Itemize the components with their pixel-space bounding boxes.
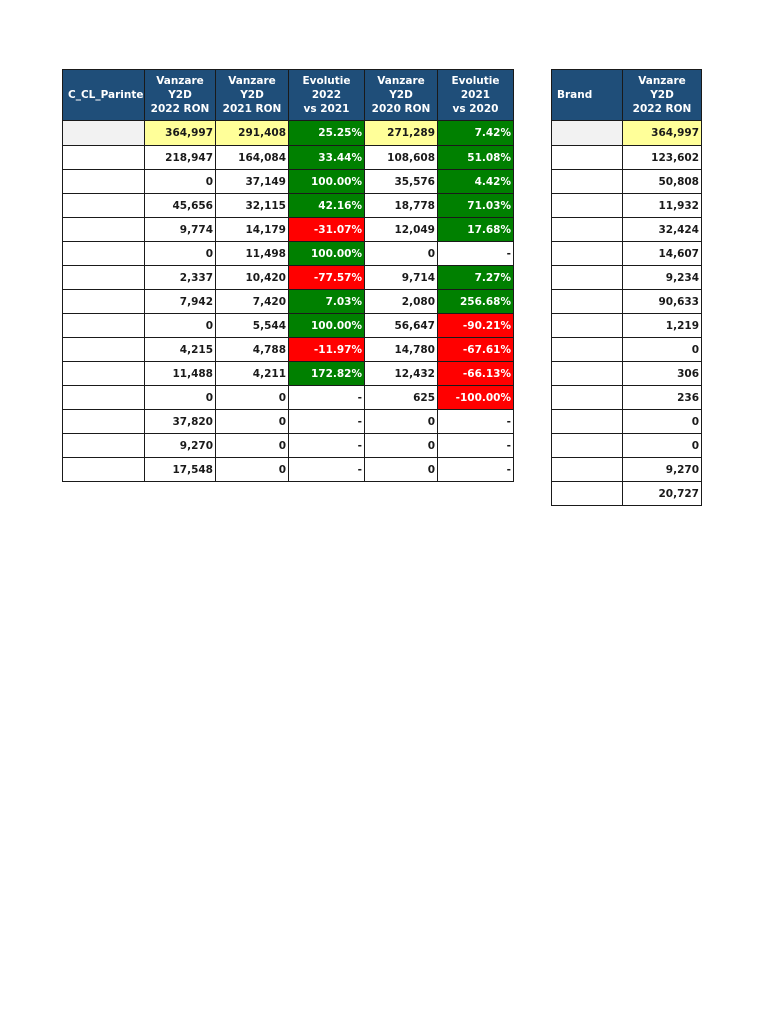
- cell-evolutie-2022-vs-2021: 33.44%: [289, 146, 365, 170]
- table-row: [63, 458, 514, 482]
- table-row: [63, 386, 514, 410]
- cell-evolutie-2022-vs-2021: 100.00%: [289, 170, 365, 194]
- cell-brand: [552, 218, 623, 242]
- cell-c-cl-parinte: [63, 338, 145, 362]
- cell-vanzare-2020: 9,714: [365, 266, 438, 290]
- cell-brand: [552, 314, 623, 338]
- cell-brand: [552, 121, 623, 146]
- cell-vanzare-2021: 0: [216, 434, 289, 458]
- cell-vanzare-2020: 0: [365, 242, 438, 266]
- table-row: [63, 266, 514, 290]
- cell-vanzare-2022: 45,656: [145, 194, 216, 218]
- cell-brand-vanzare-2022: 14,607: [623, 242, 702, 266]
- sales-table-body: [63, 121, 514, 482]
- cell-brand: [552, 386, 623, 410]
- cell-c-cl-parinte: [63, 242, 145, 266]
- cell-vanzare-2020: 108,608: [365, 146, 438, 170]
- header-evolutie-2022-vs-2021: Evolutie 2022 vs 2021: [289, 70, 365, 121]
- cell-evolutie-2021-vs-2020: -67.61%: [438, 338, 514, 362]
- table-row: [63, 242, 514, 266]
- cell-c-cl-parinte: [63, 121, 145, 146]
- cell-brand-vanzare-2022: 236: [623, 386, 702, 410]
- header-vanzare-2021: Vanzare Y2D 2021 RON: [216, 70, 289, 121]
- header-vanzare-2022: Vanzare Y2D 2022 RON: [145, 70, 216, 121]
- cell-vanzare-2021: 32,115: [216, 194, 289, 218]
- cell-vanzare-2022: 9,774: [145, 218, 216, 242]
- table-row: [63, 146, 514, 170]
- cell-vanzare-2022: 0: [145, 314, 216, 338]
- cell-brand: [552, 410, 623, 434]
- cell-c-cl-parinte: [63, 458, 145, 482]
- cell-vanzare-2020: 0: [365, 410, 438, 434]
- cell-brand: [552, 266, 623, 290]
- cell-c-cl-parinte: [63, 290, 145, 314]
- cell-evolutie-2021-vs-2020: -: [438, 434, 514, 458]
- cell-evolutie-2022-vs-2021: -: [289, 458, 365, 482]
- cell-brand-vanzare-2022: 0: [623, 410, 702, 434]
- table-row: [63, 434, 514, 458]
- cell-brand: [552, 338, 623, 362]
- cell-brand: [552, 458, 623, 482]
- brand-table-row: [552, 170, 702, 194]
- header-c-cl-parinte: C_CL_Parinte: [63, 70, 145, 121]
- brand-table-row: [552, 266, 702, 290]
- table-row: [63, 314, 514, 338]
- cell-vanzare-2021: 11,498: [216, 242, 289, 266]
- cell-brand-vanzare-2022: 306: [623, 362, 702, 386]
- brand-table-row: [552, 458, 702, 482]
- cell-brand: [552, 434, 623, 458]
- cell-brand-vanzare-2022: 0: [623, 434, 702, 458]
- cell-vanzare-2022: 218,947: [145, 146, 216, 170]
- cell-evolutie-2021-vs-2020: 7.42%: [438, 121, 514, 146]
- brand-table-row: [552, 290, 702, 314]
- cell-brand-vanzare-2022: 32,424: [623, 218, 702, 242]
- table-row: [63, 410, 514, 434]
- cell-brand-vanzare-2022: 90,633: [623, 290, 702, 314]
- cell-evolutie-2021-vs-2020: -100.00%: [438, 386, 514, 410]
- table-row: [63, 218, 514, 242]
- brand-sales-table: [551, 69, 702, 506]
- cell-vanzare-2021: 4,788: [216, 338, 289, 362]
- cell-vanzare-2022: 7,942: [145, 290, 216, 314]
- cell-vanzare-2020: 2,080: [365, 290, 438, 314]
- cell-c-cl-parinte: [63, 434, 145, 458]
- cell-vanzare-2021: 14,179: [216, 218, 289, 242]
- cell-evolutie-2021-vs-2020: 7.27%: [438, 266, 514, 290]
- cell-c-cl-parinte: [63, 266, 145, 290]
- cell-evolutie-2021-vs-2020: 71.03%: [438, 194, 514, 218]
- cell-vanzare-2021: 291,408: [216, 121, 289, 146]
- brand-table-row: [552, 314, 702, 338]
- table-row: [63, 338, 514, 362]
- cell-evolutie-2022-vs-2021: -: [289, 386, 365, 410]
- cell-evolutie-2021-vs-2020: -: [438, 242, 514, 266]
- sales-comparison-table: [62, 69, 514, 482]
- cell-evolutie-2021-vs-2020: 51.08%: [438, 146, 514, 170]
- cell-brand-vanzare-2022: 11,932: [623, 194, 702, 218]
- cell-vanzare-2022: 9,270: [145, 434, 216, 458]
- cell-c-cl-parinte: [63, 146, 145, 170]
- cell-vanzare-2020: 14,780: [365, 338, 438, 362]
- cell-brand: [552, 362, 623, 386]
- cell-c-cl-parinte: [63, 170, 145, 194]
- cell-vanzare-2021: 10,420: [216, 266, 289, 290]
- cell-brand-vanzare-2022: 364,997: [623, 121, 702, 146]
- table-row: [63, 362, 514, 386]
- cell-evolutie-2022-vs-2021: 100.00%: [289, 314, 365, 338]
- cell-brand-vanzare-2022: 123,602: [623, 146, 702, 170]
- brand-total-row: [552, 121, 702, 146]
- cell-vanzare-2022: 17,548: [145, 458, 216, 482]
- brand-table-row: [552, 218, 702, 242]
- cell-evolutie-2022-vs-2021: -: [289, 434, 365, 458]
- cell-evolutie-2021-vs-2020: -90.21%: [438, 314, 514, 338]
- cell-evolutie-2022-vs-2021: 42.16%: [289, 194, 365, 218]
- cell-brand: [552, 482, 623, 506]
- cell-brand: [552, 146, 623, 170]
- cell-vanzare-2020: 0: [365, 434, 438, 458]
- header-brand-vanzare-2022: Vanzare Y2D 2022 RON: [623, 70, 702, 121]
- cell-vanzare-2020: 56,647: [365, 314, 438, 338]
- table-row: [63, 290, 514, 314]
- cell-evolutie-2021-vs-2020: 17.68%: [438, 218, 514, 242]
- table-row: [63, 194, 514, 218]
- cell-vanzare-2021: 0: [216, 386, 289, 410]
- cell-vanzare-2021: 5,544: [216, 314, 289, 338]
- cell-vanzare-2020: 18,778: [365, 194, 438, 218]
- cell-vanzare-2022: 37,820: [145, 410, 216, 434]
- cell-c-cl-parinte: [63, 218, 145, 242]
- cell-vanzare-2020: 271,289: [365, 121, 438, 146]
- brand-header-row: [552, 70, 702, 121]
- total-row: [63, 121, 514, 146]
- cell-evolutie-2021-vs-2020: -: [438, 458, 514, 482]
- cell-c-cl-parinte: [63, 314, 145, 338]
- header-vanzare-2020: Vanzare Y2D 2020 RON: [365, 70, 438, 121]
- cell-evolutie-2021-vs-2020: -: [438, 410, 514, 434]
- cell-vanzare-2022: 2,337: [145, 266, 216, 290]
- header-evolutie-2021-vs-2020: Evolutie 2021 vs 2020: [438, 70, 514, 121]
- cell-brand: [552, 290, 623, 314]
- brand-table-row: [552, 434, 702, 458]
- brand-table-row: [552, 410, 702, 434]
- cell-brand-vanzare-2022: 50,808: [623, 170, 702, 194]
- cell-c-cl-parinte: [63, 362, 145, 386]
- cell-vanzare-2020: 0: [365, 458, 438, 482]
- cell-vanzare-2021: 0: [216, 458, 289, 482]
- cell-brand: [552, 242, 623, 266]
- cell-vanzare-2021: 37,149: [216, 170, 289, 194]
- cell-vanzare-2021: 7,420: [216, 290, 289, 314]
- cell-vanzare-2020: 12,049: [365, 218, 438, 242]
- cell-vanzare-2022: 0: [145, 386, 216, 410]
- cell-brand: [552, 194, 623, 218]
- cell-brand-vanzare-2022: 9,270: [623, 458, 702, 482]
- cell-brand-vanzare-2022: 20,727: [623, 482, 702, 506]
- brand-table-row: [552, 362, 702, 386]
- cell-evolutie-2022-vs-2021: 25.25%: [289, 121, 365, 146]
- cell-evolutie-2022-vs-2021: 172.82%: [289, 362, 365, 386]
- header-row: [63, 70, 514, 121]
- cell-brand-vanzare-2022: 0: [623, 338, 702, 362]
- brand-table-row: [552, 242, 702, 266]
- cell-brand: [552, 170, 623, 194]
- cell-c-cl-parinte: [63, 194, 145, 218]
- cell-vanzare-2022: 0: [145, 242, 216, 266]
- brand-table-row: [552, 194, 702, 218]
- cell-evolutie-2021-vs-2020: 4.42%: [438, 170, 514, 194]
- cell-evolutie-2022-vs-2021: -: [289, 410, 365, 434]
- cell-evolutie-2021-vs-2020: -66.13%: [438, 362, 514, 386]
- header-brand: Brand: [552, 70, 623, 121]
- brand-table-row: [552, 338, 702, 362]
- cell-vanzare-2022: 11,488: [145, 362, 216, 386]
- table-row: [63, 170, 514, 194]
- cell-evolutie-2021-vs-2020: 256.68%: [438, 290, 514, 314]
- cell-evolutie-2022-vs-2021: 7.03%: [289, 290, 365, 314]
- cell-evolutie-2022-vs-2021: -11.97%: [289, 338, 365, 362]
- cell-vanzare-2020: 625: [365, 386, 438, 410]
- cell-vanzare-2020: 12,432: [365, 362, 438, 386]
- cell-vanzare-2020: 35,576: [365, 170, 438, 194]
- cell-vanzare-2021: 4,211: [216, 362, 289, 386]
- cell-vanzare-2022: 0: [145, 170, 216, 194]
- cell-c-cl-parinte: [63, 386, 145, 410]
- brand-table-row: [552, 146, 702, 170]
- brand-table-row: [552, 386, 702, 410]
- cell-brand-vanzare-2022: 1,219: [623, 314, 702, 338]
- cell-vanzare-2021: 164,084: [216, 146, 289, 170]
- cell-evolutie-2022-vs-2021: 100.00%: [289, 242, 365, 266]
- cell-c-cl-parinte: [63, 410, 145, 434]
- cell-vanzare-2021: 0: [216, 410, 289, 434]
- cell-vanzare-2022: 364,997: [145, 121, 216, 146]
- brand-table-row: [552, 482, 702, 506]
- cell-evolutie-2022-vs-2021: -77.57%: [289, 266, 365, 290]
- cell-vanzare-2022: 4,215: [145, 338, 216, 362]
- brand-table-body: [552, 121, 702, 506]
- cell-brand-vanzare-2022: 9,234: [623, 266, 702, 290]
- cell-evolutie-2022-vs-2021: -31.07%: [289, 218, 365, 242]
